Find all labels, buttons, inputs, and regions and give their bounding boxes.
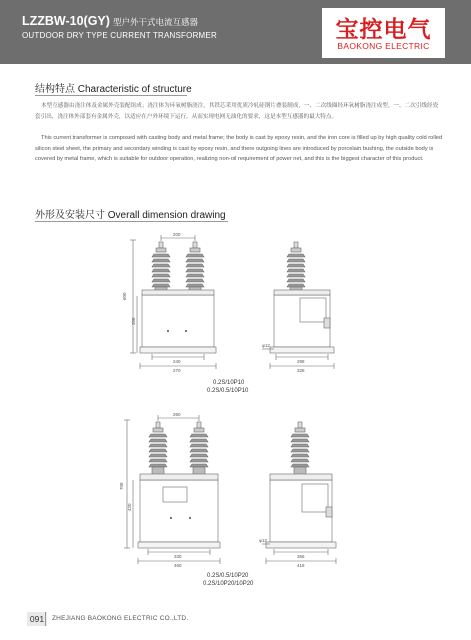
top-dim-base-inner: 240: [173, 359, 181, 364]
structure-text-cn: 本型互感器由浇注体及金属外壳装配组成；浇注体为环氧树脂浇注，其铁芯采用优质冷轧硅钢片叠装制成，一、二次线圈经环氧树脂浇注成型。一、二次引线经瓷套引出，浇注体外部套有金属外壳，以适应在户外环境下运行，从而实现电网无油化的要求，这是本型互感器的最大特点。: [35, 103, 439, 120]
bottom-dim-hole: φ12: [259, 538, 267, 543]
bottom-dim-height-box: 420: [127, 503, 132, 511]
bottom-dim-side-inner: 356: [297, 554, 305, 559]
drawing-heading: 外形及安装尺寸 Overall dimension drawing: [35, 210, 226, 221]
footer-divider: [45, 612, 46, 626]
bottom-dim-base-outer: 460: [174, 563, 182, 568]
page-number: 091: [27, 612, 47, 626]
top-dim-top-width: 200: [173, 232, 181, 237]
bottom-dim-side-outer: 418: [297, 563, 305, 568]
bottom-caption-line-1: 0.2S/0.5/10P20: [207, 573, 249, 579]
structure-text-en: This current transformer is composed with casting body and metal frame; the body is cast by epoxy resin, and the iron core is filled up by high quality cold rolled silicon steel sheet, the primary and secondary winding is cast by epoxy resin, and there outgoing lines are introduced by porcelain bushing, the outside body is covered by metal frame, which is suitable for outdoor operation, realizing non-oil requirement of power net, and this is the biggest character of this product.: [35, 135, 443, 162]
top-dim-hole: φ12: [262, 343, 270, 348]
product-title-en: OUTDOOR DRY TYPE CURRENT TRANSFORMER: [22, 31, 217, 40]
top-dim-side-outer: 328: [297, 368, 305, 373]
top-front-view: [130, 235, 216, 369]
bottom-front-view: [124, 415, 220, 564]
top-side-view: [262, 242, 334, 369]
bottom-side-view: [262, 422, 336, 564]
top-dim-base-outer: 270: [173, 368, 181, 373]
top-caption-line-1: 0.2S/10P10: [213, 380, 245, 386]
top-dim-height-box: 358: [131, 317, 136, 325]
bottom-dim-height-total: 708: [119, 482, 124, 490]
top-caption-line-2: 0.2S/0.5/10P10: [207, 388, 249, 394]
company-name: ZHEJIANG BAOKONG ELECTRIC CO.,LTD.: [52, 615, 189, 622]
bottom-dim-top-width: 260: [173, 412, 181, 417]
structure-heading: 结构特点 Characteristic of structure: [35, 84, 192, 95]
top-dim-height-total: 600: [122, 292, 127, 300]
bottom-dim-base-inner: 330: [174, 554, 182, 559]
brand-name-cn: 宝控电气: [335, 16, 432, 42]
product-title-cn: 型户外干式电流互感器: [112, 17, 198, 27]
top-dim-side-inner: 298: [297, 359, 305, 364]
brand-name-en: BAOKONG ELECTRIC: [337, 41, 430, 51]
product-model: LZZBW-10(GY): [22, 14, 110, 28]
bottom-caption-line-2: 0.2S/10P20/10P20: [203, 581, 254, 587]
